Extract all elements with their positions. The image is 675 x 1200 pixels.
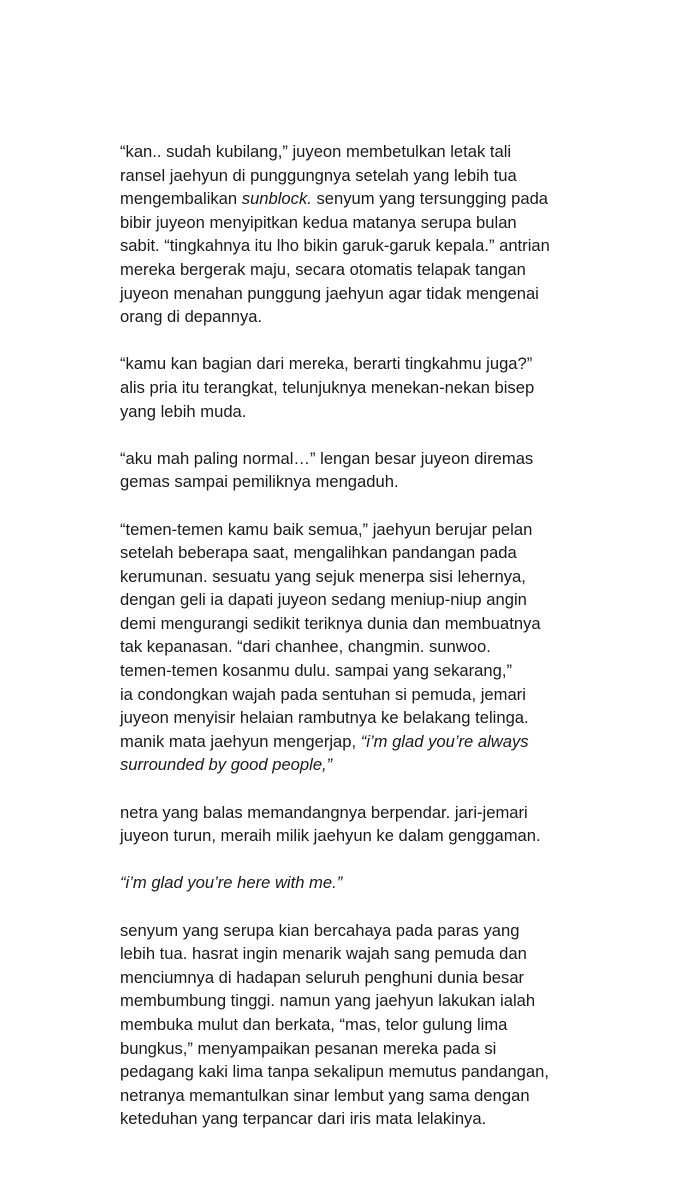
text-line — [120, 1013, 590, 1037]
text-segment: membuka mulut dan berkata, “mas, telor gulung lima — [120, 1014, 508, 1034]
italic-text: “i’m glad you’re always — [360, 731, 529, 751]
text-segment: senyum yang tersungging pada — [311, 189, 549, 209]
text-segment: mengembalikan — [120, 189, 242, 209]
text-line — [120, 352, 590, 376]
text-segment: pedagang kaki lima tanpa sekalipun memutus pandangan, — [120, 1062, 549, 1082]
text-segment: yang lebih muda. — [120, 401, 247, 421]
text-segment: “kan.. sudah kubilang,” juyeon membetulkan letak tali — [120, 142, 512, 161]
text-line — [120, 753, 590, 777]
text-line — [120, 541, 590, 565]
text-segment: bibir juyeon menyipitkan kedua matanya serupa bulan — [120, 212, 517, 232]
italic-text: sunblock. — [241, 189, 312, 209]
text-segment: ransel jaehyun di punggungnya setelah yang lebih tua — [120, 165, 517, 185]
text-line — [120, 989, 590, 1013]
text-segment: temen-temen kosanmu dulu. sampai yang sekarang,” — [120, 661, 513, 681]
paragraph — [120, 919, 590, 1131]
text-line — [120, 942, 590, 966]
text-segment: juyeon menahan punggung jaehyun agar tidak mengenai — [120, 283, 539, 303]
text-segment: bungkus,” menyampaikan pesanan mereka pada si — [120, 1038, 497, 1058]
text-segment: “aku mah paling normal…” lengan besar juyeon diremas — [120, 448, 534, 468]
text-line — [120, 1107, 590, 1131]
text-segment: ia condongkan wajah pada sentuhan si pemuda, jemari — [120, 684, 526, 704]
text-segment: “temen-temen kamu baik semua,” jaehyun berujar pelan — [120, 519, 533, 539]
text-line — [120, 400, 590, 424]
text-segment: dengan geli ia dapati juyeon sedang meniup-niup angin — [120, 590, 527, 610]
italic-text: surrounded by good people,” — [120, 755, 333, 775]
text-line — [120, 801, 590, 825]
text-segment: manik mata jaehyun mengerjap, — [120, 731, 361, 751]
text-line — [120, 1037, 590, 1061]
italic-text: “i’m glad you’re here with me.” — [120, 873, 343, 893]
text-line — [120, 588, 590, 612]
paragraph — [120, 352, 590, 423]
paragraph — [120, 140, 590, 329]
text-line — [120, 635, 590, 659]
text-line — [120, 565, 590, 589]
text-segment: gemas sampai pemiliknya mengaduh. — [120, 472, 399, 492]
text-line — [120, 234, 590, 258]
text-line — [120, 518, 590, 542]
text-line — [120, 305, 590, 329]
paragraph — [120, 447, 590, 494]
text-line — [120, 140, 590, 164]
text-line — [120, 824, 590, 848]
paragraph — [120, 871, 590, 895]
text-segment: mereka bergerak maju, secara otomatis telapak tangan — [120, 259, 526, 279]
text-line — [120, 919, 590, 943]
text-segment: juyeon menyisir helaian rambutnya ke belakang telinga. — [120, 708, 529, 728]
text-line — [120, 683, 590, 707]
text-segment: sabit. “tingkahnya itu lho bikin garuk-garuk kepala.” antrian — [120, 236, 550, 256]
text-segment: keteduhan yang terpancar dari iris mata lelakinya. — [120, 1109, 487, 1129]
text-line — [120, 706, 590, 730]
text-segment: demi mengurangi sedikit teriknya dunia dan membuatnya — [120, 613, 541, 633]
text-segment: kerumunan. sesuatu yang sejuk menerpa sisi lehernya, — [120, 566, 526, 586]
text-segment: orang di depannya. — [120, 307, 263, 327]
text-line — [120, 1060, 590, 1084]
text-segment: tak kepanasan. “dari chanhee, changmin. sunwoo. — [120, 637, 491, 657]
text-line — [120, 730, 590, 754]
text-line — [120, 164, 590, 188]
text-line — [120, 447, 590, 471]
text-segment: netra yang balas memandangnya berpendar. jari-jemari — [120, 802, 528, 822]
text-segment: netranya memantulkan sinar lembut yang sama dengan — [120, 1085, 530, 1105]
text-line — [120, 282, 590, 306]
text-line — [120, 470, 590, 494]
text-line — [120, 966, 590, 990]
paragraph — [120, 801, 590, 848]
text-segment: senyum yang serupa kian bercahaya pada paras yang — [120, 920, 520, 940]
paragraph — [120, 518, 590, 778]
text-segment: alis pria itu terangkat, telunjuknya menekan-nekan bisep — [120, 377, 535, 397]
text-line — [120, 1084, 590, 1108]
text-segment: lebih tua. hasrat ingin menarik wajah sang pemuda dan — [120, 944, 527, 964]
text-line — [120, 211, 590, 235]
text-segment: menciumnya di hadapan seluruh penghuni dunia besar — [120, 967, 525, 987]
text-line — [120, 612, 590, 636]
text-line — [120, 258, 590, 282]
text-segment: setelah beberapa saat, mengalihkan pandangan pada — [120, 543, 517, 563]
text-segment: “kamu kan bagian dari mereka, berarti tingkahmu juga?” — [120, 354, 533, 374]
text-line — [120, 187, 590, 211]
story-text — [120, 140, 590, 1155]
text-line — [120, 659, 590, 683]
text-segment: membumbung tinggi. namun yang jaehyun lakukan ialah — [120, 991, 536, 1011]
text-line — [120, 871, 590, 895]
text-line — [120, 376, 590, 400]
text-segment: juyeon turun, meraih milik jaehyun ke dalam genggaman. — [120, 826, 541, 846]
